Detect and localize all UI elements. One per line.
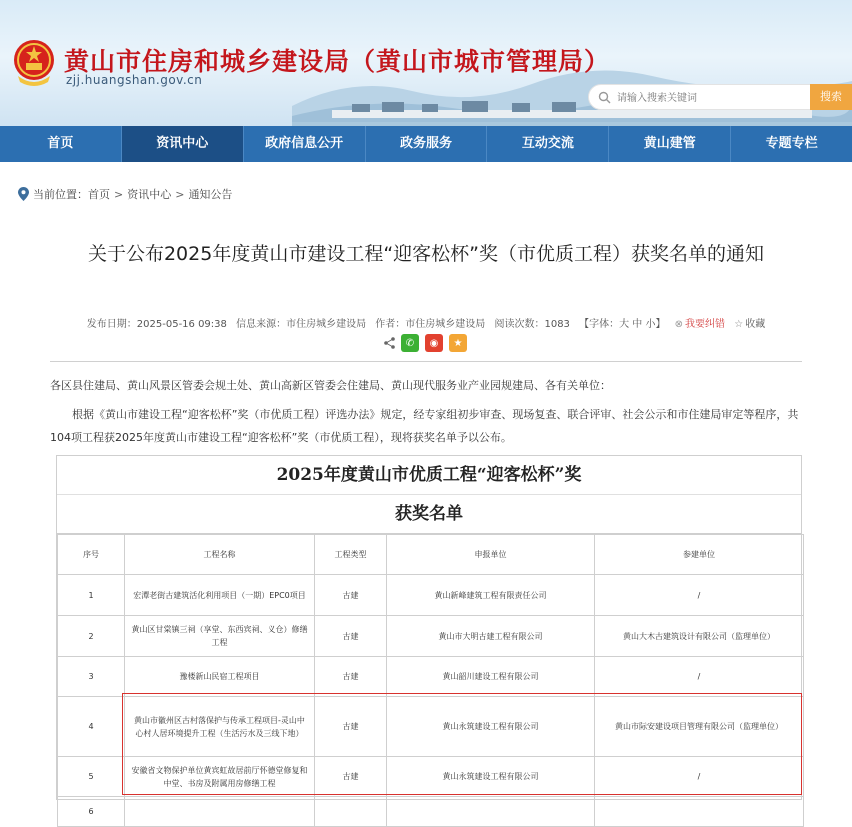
cell-name: 豫楼新山民宿工程项目 bbox=[125, 657, 315, 697]
header-name: 工程名称 bbox=[125, 535, 315, 575]
breadcrumb-separator: > bbox=[114, 187, 124, 201]
cell-type: 古建 bbox=[315, 757, 387, 797]
cell-type: 古建 bbox=[315, 657, 387, 697]
cell-no: 1 bbox=[58, 575, 125, 616]
cell-name: 安徽省文物保护单位黄宾虹故居前厅怀德堂修复和中堂、书房及附属用房修缮工程 bbox=[125, 757, 315, 797]
breadcrumb-prefix: 当前位置： bbox=[33, 188, 88, 201]
body-paragraph: 根据《黄山市建设工程“迎客松杯”奖（市优质工程）评选办法》规定，经专家组初步审查、现场复查、联合评审、社会公示和市住建局审定等程序，共104项工程获2025年度黄山市建设工程“迎客松杯”奖（市优质工程），现将获奖名单予以公布。 bbox=[50, 408, 799, 444]
table-title: 2025年度黄山市优质工程“迎客松杯”奖 bbox=[57, 456, 801, 495]
main-nav bbox=[0, 126, 852, 162]
cell-participant: 黄山大木古建筑设计有限公司（监理单位） bbox=[595, 616, 804, 657]
cell-applicant bbox=[387, 797, 595, 827]
share-bar bbox=[384, 334, 467, 352]
table-row bbox=[58, 616, 804, 657]
header-participant: 参建单位 bbox=[595, 535, 804, 575]
author: 作者：市住房城乡建设局 bbox=[375, 319, 486, 330]
search-input[interactable] bbox=[617, 88, 807, 108]
cell-no: 4 bbox=[58, 697, 125, 757]
cell-applicant: 黄山韶川建设工程有限公司 bbox=[387, 657, 595, 697]
table-header-row bbox=[58, 535, 804, 575]
weibo-icon[interactable]: ◉ bbox=[425, 334, 443, 352]
share-icon bbox=[384, 337, 395, 349]
cell-type: 古建 bbox=[315, 697, 387, 757]
salutation: 各区县住建局、黄山风景区管委会规土处、黄山高新区管委会住建局、黄山现代服务业产业园规建局、各有关单位： bbox=[50, 379, 611, 392]
award-table bbox=[56, 455, 802, 816]
qzone-icon[interactable]: ★ bbox=[449, 334, 467, 352]
cell-type: 古建 bbox=[315, 616, 387, 657]
wechat-icon[interactable]: ✆ bbox=[401, 334, 419, 352]
table-row bbox=[58, 757, 804, 797]
breadcrumb-news-center[interactable]: 资讯中心 bbox=[127, 188, 172, 201]
view-count: 阅读次数：1083 bbox=[494, 319, 570, 330]
breadcrumb-notices[interactable]: 通知公告 bbox=[188, 188, 233, 201]
nav-news-center[interactable]: 资讯中心 bbox=[122, 126, 244, 162]
favorite-link[interactable]: ☆ 收藏 bbox=[734, 319, 766, 330]
breadcrumb-separator: > bbox=[175, 187, 185, 201]
table-row bbox=[58, 575, 804, 616]
nav-home[interactable]: 首页 bbox=[0, 126, 122, 162]
correction-link[interactable]: ⊗ 我要纠错 bbox=[674, 319, 726, 330]
divider bbox=[50, 361, 802, 362]
cell-applicant: 黄山永筑建设工程有限公司 bbox=[387, 697, 595, 757]
header-no: 序号 bbox=[58, 535, 125, 575]
cell-no: 3 bbox=[58, 657, 125, 697]
location-pin-icon bbox=[18, 187, 29, 201]
article-meta bbox=[0, 315, 852, 330]
cell-name bbox=[125, 797, 315, 827]
nav-interaction[interactable]: 互动交流 bbox=[487, 126, 609, 162]
cell-applicant: 黄山新峰建筑工程有限责任公司 bbox=[387, 575, 595, 616]
table-row bbox=[58, 657, 804, 697]
header-applicant: 申报单位 bbox=[387, 535, 595, 575]
cell-participant bbox=[595, 797, 804, 827]
nav-gov-service[interactable]: 政务服务 bbox=[366, 126, 488, 162]
search-icon bbox=[598, 91, 611, 104]
cell-applicant: 黄山永筑建设工程有限公司 bbox=[387, 757, 595, 797]
search-button[interactable]: 搜索 bbox=[810, 84, 852, 110]
search-box bbox=[588, 84, 812, 110]
table-row bbox=[58, 797, 804, 827]
publish-date: 发布日期：2025-05-16 09:38 bbox=[86, 319, 227, 330]
font-size-switch[interactable]: 【字体：大 中 小】 bbox=[579, 319, 666, 330]
award-list bbox=[57, 534, 804, 827]
header-type: 工程类型 bbox=[315, 535, 387, 575]
site-domain: zjj.huangshan.gov.cn bbox=[66, 73, 203, 87]
cell-name: 黄山区甘棠镇三祠（享堂、东西宾祠、义仓）修缮工程 bbox=[125, 616, 315, 657]
nav-special[interactable]: 专题专栏 bbox=[765, 136, 818, 151]
cell-participant: / bbox=[595, 757, 804, 797]
nav-gov-info[interactable]: 政府信息公开 bbox=[244, 126, 366, 162]
nav-construction[interactable]: 黄山建管 bbox=[609, 126, 731, 162]
cell-name: 宏潭老街古建筑活化利用项目（一期）EPC0项目 bbox=[125, 575, 315, 616]
cell-applicant: 黄山市大明古建工程有限公司 bbox=[387, 616, 595, 657]
site-title: 黄山市住房和城乡建设局（黄山市城市管理局） bbox=[64, 47, 611, 76]
cell-participant: / bbox=[595, 657, 804, 697]
table-row bbox=[58, 697, 804, 757]
correction-icon: ⊗ bbox=[674, 319, 684, 330]
cell-type: 古建 bbox=[315, 575, 387, 616]
star-icon: ☆ bbox=[734, 319, 744, 330]
cell-type bbox=[315, 797, 387, 827]
breadcrumb-home[interactable]: 首页 bbox=[88, 188, 110, 201]
national-emblem-icon bbox=[12, 38, 56, 86]
info-source: 信息来源：市住房城乡建设局 bbox=[236, 319, 367, 330]
breadcrumb bbox=[18, 186, 232, 202]
article-title: 关于公布2025年度黄山市建设工程“迎客松杯”奖（市优质工程）获奖名单的通知 bbox=[87, 243, 765, 265]
table-subtitle: 获奖名单 bbox=[57, 495, 801, 534]
cell-participant: 黄山市际安建设项目管理有限公司（监理单位） bbox=[595, 697, 804, 757]
site-header bbox=[0, 0, 852, 126]
cell-name: 黄山市徽州区古村落保护与传承工程项目-灵山中心村人居环境提升工程（生活污水及三线下地） bbox=[125, 697, 315, 757]
cell-participant: / bbox=[595, 575, 804, 616]
cell-no: 5 bbox=[58, 757, 125, 797]
cell-no: 6 bbox=[58, 797, 125, 827]
cell-no: 2 bbox=[58, 616, 125, 657]
